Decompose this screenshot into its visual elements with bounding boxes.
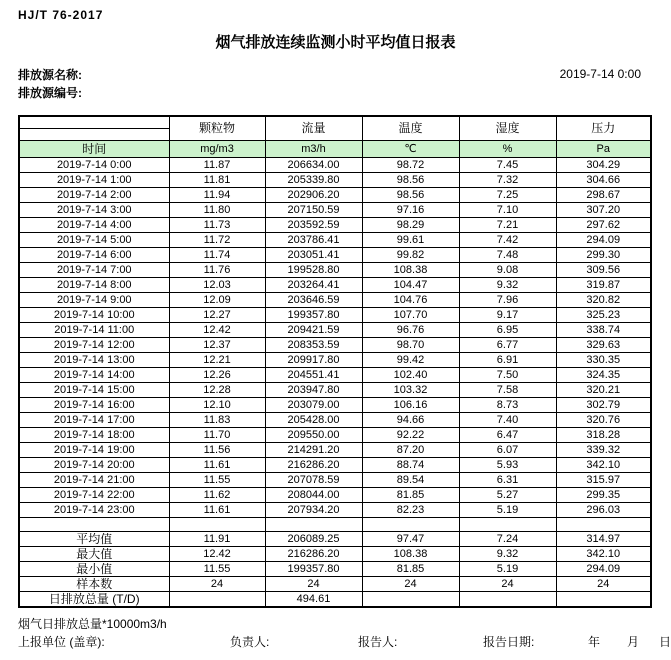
value-cell: 11.61 bbox=[169, 502, 265, 517]
value-cell: 307.20 bbox=[556, 202, 651, 217]
value-cell: 102.40 bbox=[362, 367, 459, 382]
value-cell: 98.29 bbox=[362, 217, 459, 232]
summary-label: 平均值 bbox=[19, 531, 169, 546]
table-row bbox=[19, 217, 651, 232]
value-cell: 6.95 bbox=[459, 322, 556, 337]
report-unit-label: 上报单位 (盖章): bbox=[18, 635, 105, 649]
value-cell: 203051.41 bbox=[265, 247, 362, 262]
value-cell bbox=[459, 517, 556, 531]
value-cell: 104.76 bbox=[362, 292, 459, 307]
value-cell: 207078.59 bbox=[265, 472, 362, 487]
value-cell: 7.32 bbox=[459, 172, 556, 187]
unit-temperature: ℃ bbox=[362, 140, 459, 157]
value-cell: 7.45 bbox=[459, 157, 556, 172]
table-row bbox=[19, 187, 651, 202]
time-cell: 2019-7-14 16:00 bbox=[19, 397, 169, 412]
time-cell: 2019-7-14 22:00 bbox=[19, 487, 169, 502]
value-cell: 202906.20 bbox=[265, 187, 362, 202]
table-row bbox=[19, 472, 651, 487]
empty-header-cell bbox=[19, 128, 169, 140]
value-cell bbox=[362, 591, 459, 607]
value-cell: 314.97 bbox=[556, 531, 651, 546]
value-cell: 205339.80 bbox=[265, 172, 362, 187]
value-cell: 199357.80 bbox=[265, 307, 362, 322]
unit-flow: m3/h bbox=[265, 140, 362, 157]
time-cell: 2019-7-14 13:00 bbox=[19, 352, 169, 367]
year-label: 年 bbox=[588, 635, 601, 649]
value-cell: 7.21 bbox=[459, 217, 556, 232]
value-cell: 338.74 bbox=[556, 322, 651, 337]
value-cell: 209917.80 bbox=[265, 352, 362, 367]
table-row bbox=[19, 487, 651, 502]
value-cell: 342.10 bbox=[556, 546, 651, 561]
value-cell: 7.10 bbox=[459, 202, 556, 217]
value-cell: 11.72 bbox=[169, 232, 265, 247]
column-header-flow: 流量 bbox=[265, 116, 362, 140]
value-cell: 304.66 bbox=[556, 172, 651, 187]
summary-row bbox=[19, 561, 651, 576]
table-row bbox=[19, 247, 651, 262]
value-cell: 339.32 bbox=[556, 442, 651, 457]
value-cell: 216286.20 bbox=[265, 457, 362, 472]
value-cell: 319.87 bbox=[556, 277, 651, 292]
value-cell: 199528.80 bbox=[265, 262, 362, 277]
value-cell: 203947.80 bbox=[265, 382, 362, 397]
column-header-particulate: 颗粒物 bbox=[169, 116, 265, 140]
value-cell: 309.56 bbox=[556, 262, 651, 277]
source-code-label: 排放源编号: bbox=[18, 86, 82, 100]
value-cell: 11.74 bbox=[169, 247, 265, 262]
value-cell bbox=[556, 591, 651, 607]
value-cell: 11.73 bbox=[169, 217, 265, 232]
units-row bbox=[19, 140, 651, 157]
table-row bbox=[19, 502, 651, 517]
value-cell: 24 bbox=[459, 576, 556, 591]
value-cell: 11.61 bbox=[169, 457, 265, 472]
value-cell: 81.85 bbox=[362, 561, 459, 576]
value-cell: 98.72 bbox=[362, 157, 459, 172]
value-cell: 12.42 bbox=[169, 546, 265, 561]
header-row-top bbox=[19, 116, 651, 128]
value-cell: 97.16 bbox=[362, 202, 459, 217]
value-cell: 203592.59 bbox=[265, 217, 362, 232]
value-cell: 320.76 bbox=[556, 412, 651, 427]
summary-label: 样本数 bbox=[19, 576, 169, 591]
time-cell: 2019-7-14 6:00 bbox=[19, 247, 169, 262]
value-cell: 206089.25 bbox=[265, 531, 362, 546]
value-cell: 5.19 bbox=[459, 561, 556, 576]
value-cell: 199357.80 bbox=[265, 561, 362, 576]
table-row bbox=[19, 157, 651, 172]
table-row bbox=[19, 397, 651, 412]
time-cell: 2019-7-14 4:00 bbox=[19, 217, 169, 232]
table-row bbox=[19, 427, 651, 442]
value-cell: 325.23 bbox=[556, 307, 651, 322]
value-cell: 9.08 bbox=[459, 262, 556, 277]
value-cell: 11.70 bbox=[169, 427, 265, 442]
value-cell: 207934.20 bbox=[265, 502, 362, 517]
value-cell: 12.37 bbox=[169, 337, 265, 352]
value-cell: 107.70 bbox=[362, 307, 459, 322]
column-header-temperature: 温度 bbox=[362, 116, 459, 140]
table-row bbox=[19, 202, 651, 217]
table-row bbox=[19, 172, 651, 187]
time-header: 时间 bbox=[19, 140, 169, 157]
time-cell: 2019-7-14 5:00 bbox=[19, 232, 169, 247]
value-cell: 203264.41 bbox=[265, 277, 362, 292]
table-row bbox=[19, 367, 651, 382]
value-cell: 318.28 bbox=[556, 427, 651, 442]
value-cell: 7.25 bbox=[459, 187, 556, 202]
value-cell: 9.32 bbox=[459, 277, 556, 292]
table-row bbox=[19, 307, 651, 322]
value-cell: 299.35 bbox=[556, 487, 651, 502]
column-header-pressure: 压力 bbox=[556, 116, 651, 140]
value-cell: 12.09 bbox=[169, 292, 265, 307]
value-cell: 209421.59 bbox=[265, 322, 362, 337]
value-cell: 304.29 bbox=[556, 157, 651, 172]
value-cell: 82.23 bbox=[362, 502, 459, 517]
value-cell bbox=[556, 517, 651, 531]
unit-pressure: Pa bbox=[556, 140, 651, 157]
table-row bbox=[19, 232, 651, 247]
month-label: 月 bbox=[627, 635, 640, 649]
report-table bbox=[18, 115, 652, 608]
summary-label: 最小值 bbox=[19, 561, 169, 576]
value-cell: 99.61 bbox=[362, 232, 459, 247]
value-cell: 216286.20 bbox=[265, 546, 362, 561]
value-cell: 207150.59 bbox=[265, 202, 362, 217]
empty-header-cell bbox=[19, 116, 169, 128]
value-cell: 11.55 bbox=[169, 561, 265, 576]
time-cell: 2019-7-14 1:00 bbox=[19, 172, 169, 187]
value-cell: 24 bbox=[362, 576, 459, 591]
time-cell: 2019-7-14 15:00 bbox=[19, 382, 169, 397]
value-cell: 204551.41 bbox=[265, 367, 362, 382]
value-cell: 203646.59 bbox=[265, 292, 362, 307]
time-cell: 2019-7-14 8:00 bbox=[19, 277, 169, 292]
value-cell: 11.81 bbox=[169, 172, 265, 187]
value-cell: 92.22 bbox=[362, 427, 459, 442]
time-cell: 2019-7-14 2:00 bbox=[19, 187, 169, 202]
value-cell: 7.50 bbox=[459, 367, 556, 382]
value-cell: 11.94 bbox=[169, 187, 265, 202]
value-cell: 205428.00 bbox=[265, 412, 362, 427]
value-cell: 7.96 bbox=[459, 292, 556, 307]
reporter-label: 报告人: bbox=[358, 635, 398, 649]
value-cell: 330.35 bbox=[556, 352, 651, 367]
value-cell: 9.17 bbox=[459, 307, 556, 322]
time-cell: 2019-7-14 23:00 bbox=[19, 502, 169, 517]
spacer-row bbox=[19, 517, 651, 531]
value-cell: 5.27 bbox=[459, 487, 556, 502]
responsible-label: 负责人: bbox=[230, 635, 270, 649]
value-cell: 11.56 bbox=[169, 442, 265, 457]
value-cell: 320.82 bbox=[556, 292, 651, 307]
value-cell: 94.66 bbox=[362, 412, 459, 427]
value-cell: 9.32 bbox=[459, 546, 556, 561]
value-cell: 108.38 bbox=[362, 546, 459, 561]
time-cell: 2019-7-14 9:00 bbox=[19, 292, 169, 307]
value-cell: 24 bbox=[556, 576, 651, 591]
value-cell: 11.62 bbox=[169, 487, 265, 502]
table-row bbox=[19, 322, 651, 337]
value-cell: 7.24 bbox=[459, 531, 556, 546]
table-row bbox=[19, 262, 651, 277]
value-cell bbox=[265, 517, 362, 531]
value-cell: 11.55 bbox=[169, 472, 265, 487]
value-cell: 99.82 bbox=[362, 247, 459, 262]
value-cell: 8.73 bbox=[459, 397, 556, 412]
value-cell: 302.79 bbox=[556, 397, 651, 412]
value-cell: 12.27 bbox=[169, 307, 265, 322]
time-cell: 2019-7-14 17:00 bbox=[19, 412, 169, 427]
value-cell: 12.42 bbox=[169, 322, 265, 337]
value-cell: 5.93 bbox=[459, 457, 556, 472]
value-cell: 108.38 bbox=[362, 262, 459, 277]
value-cell: 6.07 bbox=[459, 442, 556, 457]
report-datetime: 2019-7-14 0:00 bbox=[559, 67, 641, 81]
value-cell: 209550.00 bbox=[265, 427, 362, 442]
table-row bbox=[19, 382, 651, 397]
value-cell: 6.77 bbox=[459, 337, 556, 352]
value-cell bbox=[169, 591, 265, 607]
table-row bbox=[19, 337, 651, 352]
value-cell: 11.87 bbox=[169, 157, 265, 172]
value-cell: 98.56 bbox=[362, 172, 459, 187]
value-cell: 206634.00 bbox=[265, 157, 362, 172]
time-cell: 2019-7-14 14:00 bbox=[19, 367, 169, 382]
time-cell: 2019-7-14 21:00 bbox=[19, 472, 169, 487]
value-cell: 89.54 bbox=[362, 472, 459, 487]
value-cell: 12.28 bbox=[169, 382, 265, 397]
summary-label: 日排放总量 (T/D) bbox=[19, 591, 169, 607]
value-cell: 11.80 bbox=[169, 202, 265, 217]
unit-particulate: mg/m3 bbox=[169, 140, 265, 157]
time-cell: 2019-7-14 19:00 bbox=[19, 442, 169, 457]
summary-row bbox=[19, 576, 651, 591]
table-row bbox=[19, 292, 651, 307]
value-cell: 214291.20 bbox=[265, 442, 362, 457]
value-cell: 7.48 bbox=[459, 247, 556, 262]
time-cell: 2019-7-14 12:00 bbox=[19, 337, 169, 352]
value-cell: 12.26 bbox=[169, 367, 265, 382]
value-cell: 329.63 bbox=[556, 337, 651, 352]
report-title: 烟气排放连续监测小时平均值日报表 bbox=[215, 34, 456, 51]
value-cell: 203079.00 bbox=[265, 397, 362, 412]
value-cell: 12.10 bbox=[169, 397, 265, 412]
value-cell bbox=[362, 517, 459, 531]
value-cell: 203786.41 bbox=[265, 232, 362, 247]
time-cell: 2019-7-14 20:00 bbox=[19, 457, 169, 472]
value-cell: 11.76 bbox=[169, 262, 265, 277]
value-cell: 294.09 bbox=[556, 232, 651, 247]
value-cell: 97.47 bbox=[362, 531, 459, 546]
value-cell: 12.03 bbox=[169, 277, 265, 292]
time-cell: 2019-7-14 7:00 bbox=[19, 262, 169, 277]
table-row bbox=[19, 442, 651, 457]
time-cell: 2019-7-14 18:00 bbox=[19, 427, 169, 442]
value-cell: 320.21 bbox=[556, 382, 651, 397]
value-cell: 24 bbox=[169, 576, 265, 591]
summary-label: 最大值 bbox=[19, 546, 169, 561]
time-cell: 2019-7-14 10:00 bbox=[19, 307, 169, 322]
value-cell: 294.09 bbox=[556, 561, 651, 576]
value-cell: 88.74 bbox=[362, 457, 459, 472]
table-row bbox=[19, 277, 651, 292]
column-header-humidity: 湿度 bbox=[459, 116, 556, 140]
value-cell: 6.91 bbox=[459, 352, 556, 367]
summary-row bbox=[19, 531, 651, 546]
value-cell: 12.21 bbox=[169, 352, 265, 367]
value-cell: 7.42 bbox=[459, 232, 556, 247]
summary-row bbox=[19, 591, 651, 607]
value-cell: 315.97 bbox=[556, 472, 651, 487]
value-cell: 96.76 bbox=[362, 322, 459, 337]
value-cell: 7.40 bbox=[459, 412, 556, 427]
summary-row bbox=[19, 546, 651, 561]
value-cell: 98.70 bbox=[362, 337, 459, 352]
value-cell: 11.91 bbox=[169, 531, 265, 546]
value-cell: 104.47 bbox=[362, 277, 459, 292]
value-cell: 208044.00 bbox=[265, 487, 362, 502]
value-cell: 7.58 bbox=[459, 382, 556, 397]
source-name-label: 排放源名称: bbox=[18, 68, 82, 82]
value-cell: 11.83 bbox=[169, 412, 265, 427]
value-cell bbox=[459, 591, 556, 607]
standard-code: HJ/T 76-2017 bbox=[18, 8, 104, 22]
table-row bbox=[19, 412, 651, 427]
footer-note: 烟气日排放总量*10000m3/h bbox=[18, 617, 167, 631]
value-cell: 87.20 bbox=[362, 442, 459, 457]
value-cell: 5.19 bbox=[459, 502, 556, 517]
value-cell: 296.03 bbox=[556, 502, 651, 517]
empty-cell bbox=[19, 517, 169, 531]
value-cell: 208353.59 bbox=[265, 337, 362, 352]
value-cell: 494.61 bbox=[265, 591, 362, 607]
value-cell: 6.47 bbox=[459, 427, 556, 442]
time-cell: 2019-7-14 3:00 bbox=[19, 202, 169, 217]
value-cell: 98.56 bbox=[362, 187, 459, 202]
value-cell: 297.62 bbox=[556, 217, 651, 232]
day-label: 日 bbox=[659, 635, 671, 649]
value-cell: 6.31 bbox=[459, 472, 556, 487]
value-cell: 24 bbox=[265, 576, 362, 591]
value-cell: 99.42 bbox=[362, 352, 459, 367]
value-cell: 342.10 bbox=[556, 457, 651, 472]
time-cell: 2019-7-14 0:00 bbox=[19, 157, 169, 172]
value-cell: 81.85 bbox=[362, 487, 459, 502]
table-row bbox=[19, 352, 651, 367]
time-cell: 2019-7-14 11:00 bbox=[19, 322, 169, 337]
value-cell bbox=[169, 517, 265, 531]
value-cell: 299.30 bbox=[556, 247, 651, 262]
report-date-label: 报告日期: bbox=[483, 635, 535, 649]
table-row bbox=[19, 457, 651, 472]
value-cell: 324.35 bbox=[556, 367, 651, 382]
unit-humidity: % bbox=[459, 140, 556, 157]
value-cell: 103.32 bbox=[362, 382, 459, 397]
value-cell: 298.67 bbox=[556, 187, 651, 202]
value-cell: 106.16 bbox=[362, 397, 459, 412]
